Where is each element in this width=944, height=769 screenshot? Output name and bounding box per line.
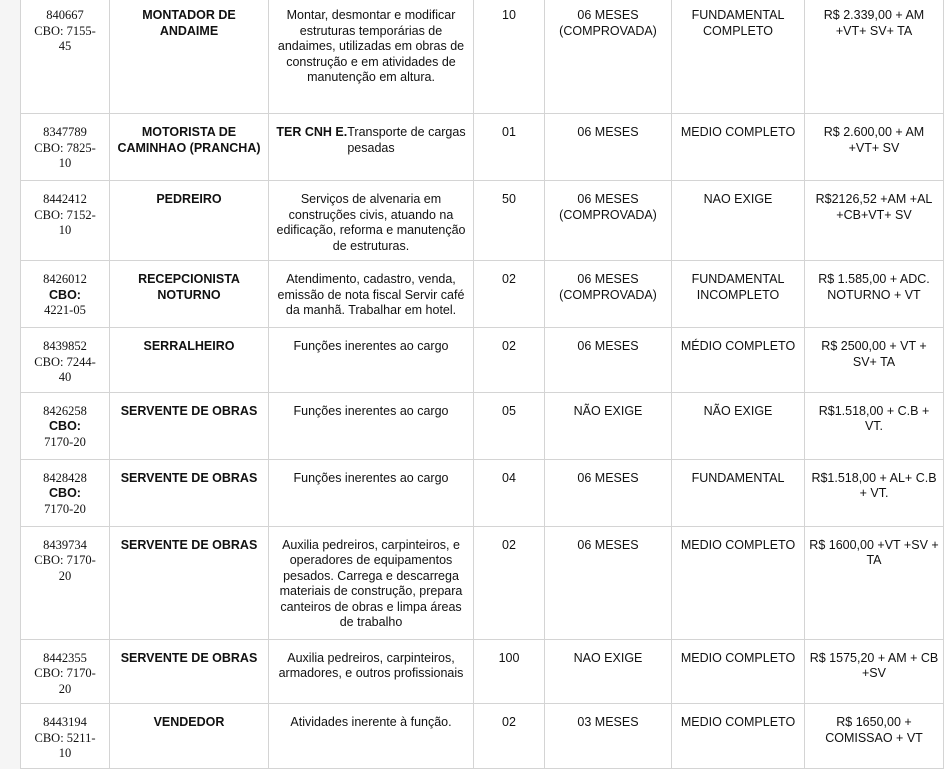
job-quantity: 02	[474, 526, 545, 639]
job-education: MEDIO COMPLETO	[672, 114, 805, 181]
job-row	[21, 526, 944, 639]
job-description-cell	[269, 328, 474, 393]
job-code-line: CBO: 7244-	[34, 354, 96, 369]
job-code-cell	[21, 181, 110, 261]
job-openings-body	[21, 0, 944, 768]
job-description: Auxilia pedreiros, carpinteiros, e operadores de equipamentos pesados. Carrega e descarrega materiais de construção, prepara canteiros de obras e limpa áreas de trabalho	[279, 537, 463, 629]
job-code-line: 10	[58, 156, 72, 170]
job-quantity: 100	[474, 639, 545, 704]
job-quantity: 50	[474, 181, 545, 261]
job-row	[21, 459, 944, 526]
job-description: Transporte de cargas pesadas	[347, 125, 466, 155]
job-salary: R$2126,52 +AM +AL +CB+VT+ SV	[805, 181, 944, 261]
job-code-cell	[21, 526, 110, 639]
job-experience: NAO EXIGE	[545, 639, 672, 704]
job-code-line: 40	[58, 370, 72, 384]
job-code-line: 7170-20	[44, 434, 86, 449]
job-code-cell	[21, 328, 110, 393]
job-description-cell	[269, 639, 474, 704]
job-description-cell	[269, 261, 474, 328]
job-quantity: 01	[474, 114, 545, 181]
job-experience: NÃO EXIGE	[545, 392, 672, 459]
job-code-line: 8442412	[43, 192, 87, 206]
job-code-cell	[21, 114, 110, 181]
job-salary: R$ 2.600,00 + AM +VT+ SV	[805, 114, 944, 181]
job-description-cell	[269, 181, 474, 261]
job-education: MEDIO COMPLETO	[672, 639, 805, 704]
job-experience: 06 MESES	[545, 526, 672, 639]
job-title: MONTADOR DE ANDAIME	[110, 0, 269, 114]
job-experience: 06 MESES	[545, 328, 672, 393]
job-experience: 06 MESES (COMPROVADA)	[545, 261, 672, 328]
job-quantity: 02	[474, 261, 545, 328]
job-education: FUNDAMENTAL INCOMPLETO	[672, 261, 805, 328]
job-title: SERVENTE DE OBRAS	[110, 639, 269, 704]
job-code-line: 20	[58, 568, 72, 583]
job-title: SERVENTE DE OBRAS	[110, 526, 269, 639]
job-education: NÃO EXIGE	[672, 392, 805, 459]
job-code-line: CBO:	[49, 486, 81, 500]
job-code-line: 8428428	[43, 470, 87, 485]
job-description: Funções inerentes ao cargo	[293, 470, 449, 485]
job-code-line: 10	[58, 746, 72, 760]
job-code-line: CBO: 7170-	[34, 553, 96, 567]
job-salary: R$1.518,00 + C.B + VT.	[805, 392, 944, 459]
job-code-line: 8439734	[43, 537, 87, 552]
job-description-cell	[269, 0, 474, 114]
job-salary: R$ 2500,00 + VT + SV+ TA	[805, 328, 944, 393]
job-education: MEDIO COMPLETO	[672, 704, 805, 769]
job-quantity: 02	[474, 704, 545, 769]
job-title: PEDREIRO	[110, 181, 269, 261]
job-experience: 06 MESES	[545, 459, 672, 526]
job-code-line: 7170-20	[44, 501, 86, 516]
job-openings-table	[20, 0, 944, 769]
job-experience: 06 MESES (COMPROVADA)	[545, 181, 672, 261]
job-row	[21, 0, 944, 114]
job-description: Auxilia pedreiros, carpinteiros, armadores, e outros profissionais	[278, 650, 464, 680]
job-description: Serviços de alvenaria em construções civis, atuando na edificação, reforma e manutenção de estruturas.	[276, 192, 466, 253]
job-code-line: 840667	[46, 8, 84, 22]
job-row	[21, 328, 944, 393]
job-code-cell	[21, 459, 110, 526]
job-description-cell	[269, 704, 474, 769]
job-code-line: 8426258	[43, 403, 87, 418]
job-description: Funções inerentes ao cargo	[293, 403, 449, 418]
job-title: SERVENTE DE OBRAS	[110, 459, 269, 526]
job-experience: 03 MESES	[545, 704, 672, 769]
job-title: SERVENTE DE OBRAS	[110, 392, 269, 459]
job-code-cell	[21, 392, 110, 459]
job-experience: 06 MESES (COMPROVADA)	[545, 0, 672, 114]
job-code-line: 10	[58, 223, 72, 237]
job-education: NAO EXIGE	[672, 181, 805, 261]
job-row	[21, 114, 944, 181]
job-quantity: 05	[474, 392, 545, 459]
job-code-line: CBO: 7155-	[34, 23, 96, 38]
job-quantity: 02	[474, 328, 545, 393]
job-code-line: 8439852	[43, 339, 87, 353]
job-salary: R$ 1650,00 + COMISSAO + VT	[805, 704, 944, 769]
job-education: MEDIO COMPLETO	[672, 526, 805, 639]
job-description: Funções inerentes ao cargo	[293, 339, 449, 353]
job-row	[21, 392, 944, 459]
job-code-line: CBO: 7825-	[34, 140, 96, 155]
job-quantity: 04	[474, 459, 545, 526]
job-salary: R$ 1600,00 +VT +SV + TA	[805, 526, 944, 639]
job-code-line: 8443194	[43, 715, 87, 729]
job-title: MOTORISTA DE CAMINHAO (PRANCHA)	[110, 114, 269, 181]
job-code-line: 8347789	[43, 125, 87, 139]
job-description: Montar, desmontar e modificar estruturas temporárias de andaimes, utilizadas em obras de construção e em atividades de manutenção em altura.	[277, 8, 465, 84]
job-education: MÉDIO COMPLETO	[672, 328, 805, 393]
job-title: RECEPCIONISTA NOTURNO	[110, 261, 269, 328]
job-salary: R$ 1.585,00 + ADC. NOTURNO + VT	[805, 261, 944, 328]
job-code-line: CBO: 7170-	[34, 666, 96, 680]
job-quantity: 10	[474, 0, 545, 114]
job-salary: R$1.518,00 + AL+ C.B + VT.	[805, 459, 944, 526]
job-experience: 06 MESES	[545, 114, 672, 181]
job-title: VENDEDOR	[110, 704, 269, 769]
job-description-cell	[269, 392, 474, 459]
job-code-cell	[21, 0, 110, 114]
job-education: FUNDAMENTAL	[672, 459, 805, 526]
job-description-cell	[269, 459, 474, 526]
job-code-line: CBO:	[49, 287, 81, 302]
job-code-line: 45	[58, 39, 72, 53]
job-code-line: 8442355	[43, 650, 87, 665]
job-description-cell	[269, 114, 474, 181]
job-title: SERRALHEIRO	[110, 328, 269, 393]
job-code-line: 4221-05	[44, 303, 86, 317]
job-row	[21, 181, 944, 261]
job-code-line: CBO:	[49, 419, 81, 433]
job-code-cell	[21, 704, 110, 769]
job-code-cell	[21, 261, 110, 328]
job-row	[21, 261, 944, 328]
job-code-line: CBO: 7152-	[34, 207, 96, 222]
job-salary: R$ 2.339,00 + AM +VT+ SV+ TA	[805, 0, 944, 114]
job-code-line: 20	[58, 681, 72, 696]
job-code-cell	[21, 639, 110, 704]
job-description: Atividades inerente à função.	[290, 715, 452, 729]
job-salary: R$ 1575,20 + AM + CB +SV	[805, 639, 944, 704]
job-row	[21, 639, 944, 704]
job-row	[21, 704, 944, 769]
job-requirement: TER CNH E.	[276, 125, 348, 139]
job-code-line: 8426012	[43, 272, 87, 286]
job-description-cell	[269, 526, 474, 639]
job-education: FUNDAMENTAL COMPLETO	[672, 0, 805, 114]
job-code-line: CBO: 5211-	[34, 730, 96, 745]
job-description: Atendimento, cadastro, venda, emissão de nota fiscal Servir café da manhã. Trabalhar em hotel.	[277, 272, 465, 317]
